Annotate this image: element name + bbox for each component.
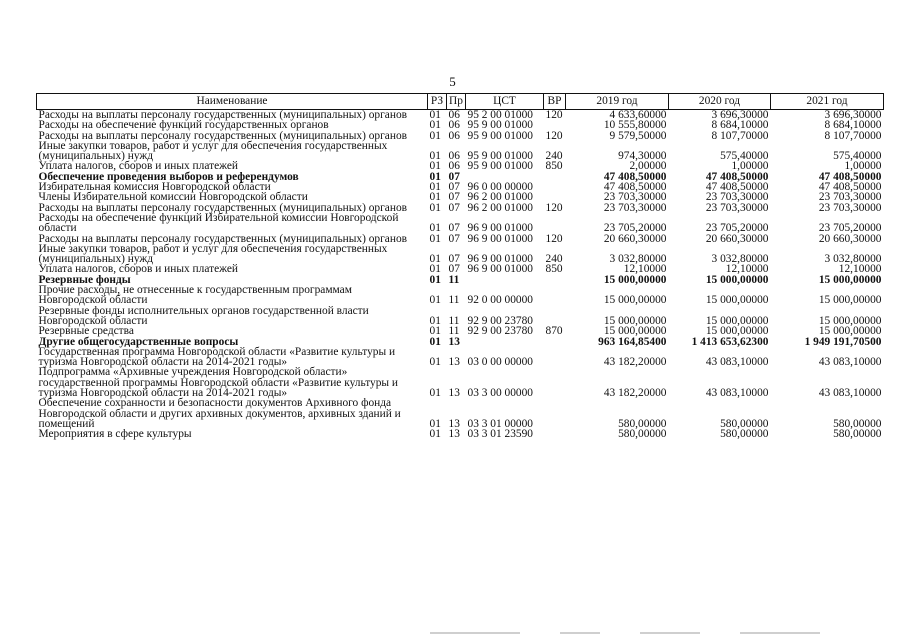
row-2020: 43 083,10000 [705,356,769,369]
row-rz: 01 [429,201,441,214]
row-vr [544,347,566,368]
row-2020: 15 000,00000 [705,294,769,307]
row-2019: 4 633,60000 [609,109,667,121]
row-2020: 575,40000 [720,150,769,163]
row-cst: 96 0 00 00000 [467,181,533,194]
row-2020: 3 696,30000 [711,109,769,121]
row-vr: 120 [545,129,563,142]
row-2019: 23 703,30000 [603,191,667,204]
header-name: Наименование [37,94,428,110]
row-2019: 15 000,00000 [603,294,667,307]
row-vr [544,213,566,234]
row-name: Обеспечение сохранности и безопасности документов Архивного фонда Новгородской области и других архивных документов, архивных зданий и помещений [38,397,401,430]
table-row [37,347,884,368]
row-pr: 07 [448,201,460,214]
row-pr: 07 [448,263,460,276]
row-name: Иные закупки товаров, работ и услуг для обеспечения государственных (муниципальных) нужд [38,242,388,266]
row-name: Расходы на обеспечение функций государственных органов [38,119,329,132]
row-name: Прочие расходы, не отнесенные к государственным программам Новгородской области [38,284,352,307]
row-2019: 15 000,00000 [603,314,667,327]
row-vr [544,398,566,429]
row-vr [544,337,566,347]
row-rz: 01 [429,356,441,369]
row-cst: 96 2 00 01000 [467,191,533,204]
row-cst: 95 9 00 01000 [467,119,533,132]
row-rz: 01 [429,232,441,245]
row-cst [466,337,544,347]
row-cst: 96 2 00 01000 [467,201,533,214]
row-pr: 13 [448,335,460,348]
table-row [37,244,884,265]
row-cst: 96 9 00 01000 [467,253,533,266]
row-pr: 13 [448,356,460,369]
row-name: Обеспечение проведения выборов и референдумов [38,170,299,183]
row-2020: 12,10000 [725,263,769,276]
row-rz: 01 [429,417,441,430]
row-rz: 01 [429,222,441,235]
row-name: Избирательная комиссия Новгородской области [38,181,271,194]
row-2020: 580,00000 [720,428,769,441]
row-2020: 1,00000 [731,160,769,173]
row-2020: 8 107,70000 [711,129,769,142]
row-2021: 15 000,00000 [818,294,882,307]
header-vr: ВР [544,94,566,110]
header-2020: 2020 год [669,94,771,110]
row-vr: 120 [545,109,563,121]
row-vr [544,182,566,192]
row-2020: 1 413 653,62300 [691,335,769,348]
row-2019: 43 182,20000 [603,356,667,369]
row-2021: 43 083,10000 [818,387,882,400]
row-rz: 01 [429,263,441,276]
row-2021: 47 408,50000 [818,181,882,194]
row-cst: 95 9 00 01000 [467,150,533,163]
row-pr: 06 [448,150,460,163]
row-name: Члены Избирательной комиссии Новгородской области [38,191,308,204]
row-2020: 23 703,30000 [705,201,769,214]
row-name: Уплата налогов, сборов и иных платежей [38,160,238,173]
row-vr: 240 [545,253,563,266]
row-pr: 11 [448,294,460,307]
row-rz: 01 [429,191,441,204]
row-pr: 06 [448,129,460,142]
row-2021: 15 000,00000 [818,325,882,338]
row-pr: 07 [448,191,460,204]
row-rz: 01 [429,314,441,327]
table-row [37,398,884,429]
row-pr: 13 [448,428,460,441]
row-2021: 1 949 191,70500 [804,335,882,348]
row-2021: 23 703,30000 [818,191,882,204]
row-rz: 01 [429,129,441,142]
row-2020: 47 408,50000 [705,181,769,194]
row-pr: 13 [448,417,460,430]
row-2021: 3 032,80000 [824,253,882,266]
row-2021: 575,40000 [833,150,882,163]
row-cst: 03 3 01 00000 [467,417,533,430]
table-row [37,326,884,336]
row-cst: 92 0 00 00000 [467,294,533,307]
row-vr: 240 [545,150,563,163]
row-rz: 01 [429,428,441,441]
row-pr: 07 [448,253,460,266]
row-name: Резервные средства [38,325,134,338]
scan-artifact [560,632,600,634]
row-vr [544,367,566,398]
row-cst: 96 9 00 01000 [467,222,533,235]
row-name: Резервные фонды исполнительных органов государственной власти Новгородской области [38,304,369,327]
row-cst: 03 0 00 00000 [467,356,533,369]
row-rz: 01 [429,181,441,194]
row-2019: 15 000,00000 [603,273,667,286]
row-name: Другие общегосударственные вопросы [38,335,239,348]
row-vr: 850 [545,263,563,276]
row-rz: 01 [429,160,441,173]
row-cst: 95 9 00 01000 [467,160,533,173]
row-name: Расходы на выплаты персоналу государственных (муниципальных) органов [38,232,408,245]
row-vr: 120 [545,201,563,214]
row-pr: 07 [448,232,460,245]
row-name: Расходы на обеспечение функций Избирательной комиссии Новгородской области [38,211,399,235]
row-vr: 870 [545,325,563,338]
row-vr [544,275,566,285]
row-2019: 23 705,20000 [603,222,667,235]
row-2021: 8 684,10000 [824,119,882,132]
row-2019: 47 408,50000 [603,170,667,183]
scan-artifact [430,632,520,634]
row-pr: 11 [448,325,460,338]
table-row [37,141,884,162]
table-row [37,367,884,398]
row-rz: 01 [429,119,441,132]
row-vr: 120 [545,232,563,245]
row-2020: 8 684,10000 [711,119,769,132]
row-rz: 01 [429,150,441,163]
row-2021: 23 703,30000 [818,201,882,214]
row-2020: 580,00000 [720,417,769,430]
row-rz: 01 [429,294,441,307]
row-2021: 3 696,30000 [824,109,882,121]
row-cst: 96 9 00 01000 [467,232,533,245]
row-cst: 03 3 01 23590 [467,428,533,441]
table-body [37,110,884,440]
row-rz: 01 [429,325,441,338]
table-row [37,285,884,306]
row-cst: 95 2 00 01000 [467,109,533,121]
header-2019: 2019 год [566,94,669,110]
header-pr: Пр [447,94,466,110]
table-header-row [37,94,884,110]
row-name: Расходы на выплаты персоналу государственных (муниципальных) органов [38,109,408,121]
row-2020: 3 032,80000 [711,253,769,266]
row-pr: 07 [448,181,460,194]
row-name: Государственная программа Новгородской области «Развитие культуры и туризма Новгородской области на 2014-2021 годы» [38,345,396,369]
row-vr [544,172,566,182]
row-2020: 15 000,00000 [705,325,769,338]
row-name: Резервные фонды [38,273,131,286]
scan-artifact [640,632,700,634]
row-pr: 06 [448,119,460,132]
header-cst: ЦСТ [466,94,544,110]
row-2021: 43 083,10000 [818,356,882,369]
row-rz: 01 [429,273,441,286]
row-2019: 12,10000 [623,263,667,276]
budget-table [36,93,884,440]
row-name: Иные закупки товаров, работ и услуг для обеспечения государственных (муниципальных) нужд [38,139,388,163]
row-name: Подпрограмма «Архивные учреждения Новгородской области» государственной программы Новгородской области «Развитие культуры и туризма Новгородской области на 2014-2021 годы» [38,366,399,400]
row-rz: 01 [429,109,441,121]
header-rz: РЗ [428,94,447,110]
row-cst: 95 9 00 01000 [467,129,533,142]
table-row [37,213,884,234]
row-pr: 06 [448,109,460,121]
row-rz: 01 [429,170,441,183]
row-rz: 01 [429,335,441,348]
header-2021: 2021 год [771,94,884,110]
row-2019: 10 555,80000 [603,119,667,132]
row-2021: 47 408,50000 [818,170,882,183]
row-2019: 23 703,30000 [603,201,667,214]
row-2019: 580,00000 [618,428,667,441]
row-2019: 47 408,50000 [603,181,667,194]
row-2021: 15 000,00000 [818,314,882,327]
row-2021: 20 660,30000 [818,232,882,245]
row-2021: 580,00000 [833,417,882,430]
row-2021: 8 107,70000 [824,129,882,142]
row-2020: 15 000,00000 [705,314,769,327]
row-rz: 01 [429,387,441,400]
row-cst [466,275,544,285]
row-pr: 06 [448,160,460,173]
row-2020: 20 660,30000 [705,232,769,245]
row-vr [544,429,566,439]
scan-artifact [740,632,820,634]
row-2019: 974,30000 [618,150,667,163]
row-pr: 11 [448,314,460,327]
row-vr: 850 [545,160,563,173]
row-cst: 92 9 00 23780 [467,314,533,327]
page-number: 5 [449,74,456,89]
row-2020: 47 408,50000 [705,170,769,183]
row-name: Расходы на выплаты персоналу государственных (муниципальных) органов [38,201,408,214]
row-cst: 03 3 00 00000 [467,387,533,400]
row-cst: 96 9 00 01000 [467,263,533,276]
row-pr: 11 [448,273,460,286]
row-2019: 9 579,50000 [609,129,667,142]
row-2020: 23 705,20000 [705,222,769,235]
row-cst: 92 9 00 23780 [467,325,533,338]
row-2020: 15 000,00000 [705,273,769,286]
row-2019: 2,00000 [629,160,667,173]
table-row [37,429,884,439]
row-rz: 01 [429,253,441,266]
row-2019: 963 164,85400 [598,335,667,348]
row-vr [544,285,566,306]
row-vr [544,306,566,327]
row-2021: 580,00000 [833,428,882,441]
row-2019: 20 660,30000 [603,232,667,245]
row-2020: 23 703,30000 [705,191,769,204]
row-name: Мероприятия в сфере культуры [38,428,192,441]
row-name: Расходы на выплаты персоналу государственных (муниципальных) органов [38,129,408,142]
row-2021: 1,00000 [844,160,882,173]
row-2019: 15 000,00000 [603,325,667,338]
row-2020: 43 083,10000 [705,387,769,400]
row-name: Уплата налогов, сборов и иных платежей [38,263,238,276]
row-2019: 580,00000 [618,417,667,430]
row-pr: 07 [448,170,460,183]
row-2021: 23 705,20000 [818,222,882,235]
row-2021: 15 000,00000 [818,273,882,286]
row-2019: 3 032,80000 [609,253,667,266]
row-2021: 12,10000 [838,263,882,276]
row-pr: 13 [448,387,460,400]
table-row [37,306,884,327]
row-pr: 07 [448,222,460,235]
row-2019: 43 182,20000 [603,387,667,400]
